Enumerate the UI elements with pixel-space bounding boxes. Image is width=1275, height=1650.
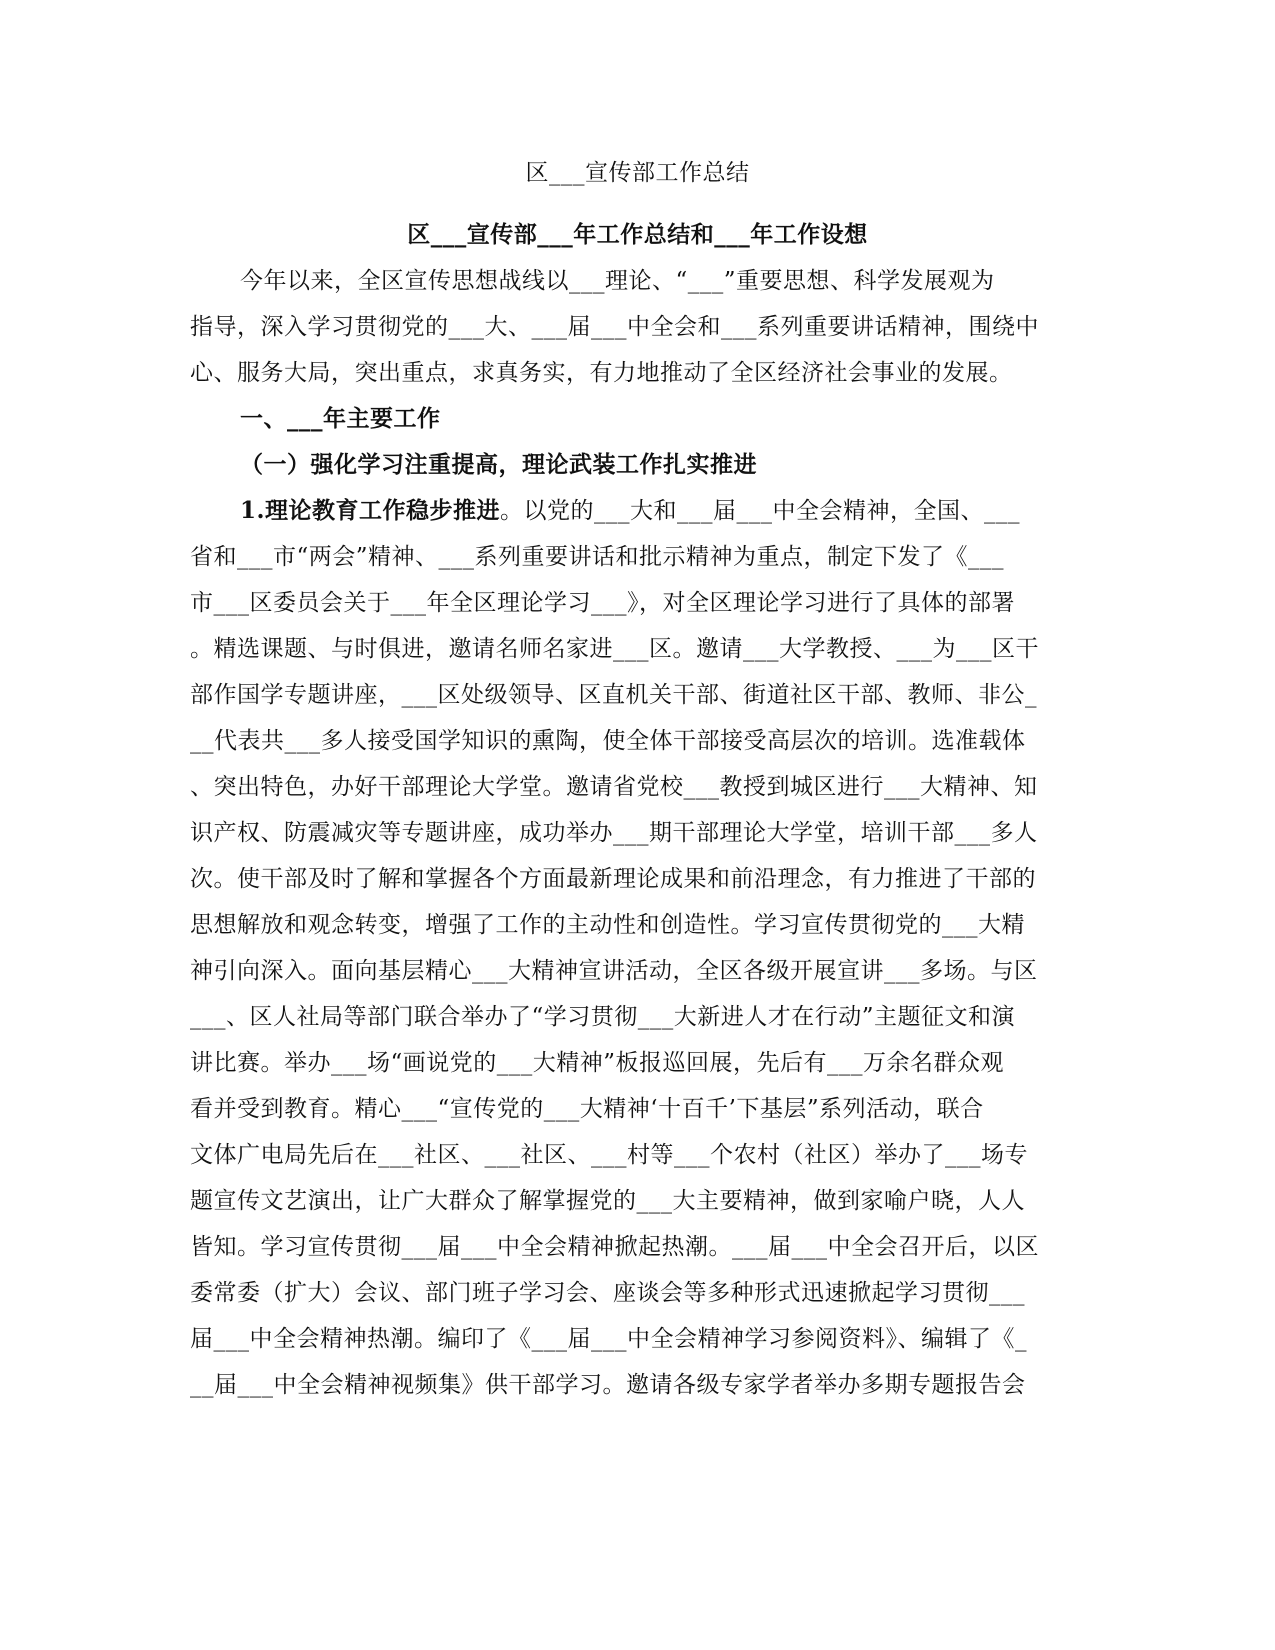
item-first-line	[240, 496, 1090, 526]
body-line: __届___中全会精神视频集》供干部学习。邀请各级专家学者举办多期专题报告会	[190, 1372, 1026, 1398]
body-line: ___、区人社局等部门联合举办了“学习贯彻___大新进人才在行动”主题征文和演	[190, 1004, 1016, 1030]
section-heading: 一、___年主要工作	[240, 405, 441, 432]
intro-line: 今年以来，全区宣传思想战线以___理论、“___”重要思想、科学发展观为	[240, 268, 995, 294]
body-line: 思想解放和观念转变，增强了工作的主动性和创造性。学习宣传贯彻党的___大精	[190, 912, 1025, 938]
body-line: 、突出特色，办好干部理论大学堂。邀请省党校___教授到城区进行___大精神、知	[190, 774, 1038, 800]
body-line: 讲比赛。举办___场“画说党的___大精神”板报巡回展，先后有___万余名群众观	[190, 1050, 1005, 1076]
body-line: 皆知。学习宣传贯彻___届___中全会精神掀起热潮。___届___中全会召开后，以区	[190, 1234, 1039, 1260]
subsection-heading: （一）强化学习注重提高，理论武装工作扎实推进	[240, 451, 757, 478]
body-line: 部作国学专题讲座，___区处级领导、区直机关干部、街道社区干部、教师、非公_	[190, 682, 1037, 708]
body-line: 看并受到教育。精心___“宣传党的___大精神‘十百千’下基层”系列活动，联合	[190, 1096, 984, 1122]
body-line: 。精选课题、与时俱进，邀请名师名家进___区。邀请___大学教授、___为___区干	[190, 636, 1039, 662]
body-line: __代表共___多人接受国学知识的熏陶，使全体干部接受高层次的培训。选准载体	[190, 728, 1026, 754]
intro-line: 指导，深入学习贯彻党的___大、___届___中全会和___系列重要讲话精神，围绕中	[190, 314, 1039, 340]
document-title: 区___宣传部工作总结	[525, 160, 750, 186]
document-subtitle: 区___宣传部___年工作总结和___年工作设想	[407, 221, 868, 248]
body-line: 神引向深入。面向基层精心___大精神宣讲活动，全区各级开展宣讲___多场。与区	[190, 958, 1038, 984]
body-line: 市___区委员会关于___年全区理论学习___》，对全区理论学习进行了具体的部署	[190, 590, 1015, 616]
body-line: 文体广电局先后在___社区、___社区、___村等___个农村（社区）举办了___场专	[190, 1142, 1028, 1168]
item-lead: 1.理论教育工作稳步推进	[240, 497, 501, 524]
body-line: 题宣传文艺演出，让广大群众了解掌握党的___大主要精神，做到家喻户晓，人人	[190, 1188, 1025, 1214]
item-first-rest: 。以党的___大和___届___中全会精神，全国、___	[500, 498, 1021, 524]
body-line: 省和___市“两会”精神、___系列重要讲话和批示精神为重点，制定下发了《___	[190, 544, 1005, 570]
body-line: 委常委（扩大）会议、部门班子学习会、座谈会等多种形式迅速掀起学习贯彻___	[190, 1280, 1025, 1306]
intro-line: 心、服务大局，突出重点，求真务实，有力地推动了全区经济社会事业的发展。	[190, 360, 1013, 386]
body-line: 届___中全会精神热潮。编印了《___届___中全会精神学习参阅资料》、编辑了《_	[190, 1326, 1027, 1352]
body-line: 识产权、防震减灾等专题讲座，成功举办___期干部理论大学堂，培训干部___多人	[190, 820, 1038, 846]
body-line: 次。使干部及时了解和掌握各个方面最新理论成果和前沿理念，有力推进了干部的	[190, 866, 1036, 892]
